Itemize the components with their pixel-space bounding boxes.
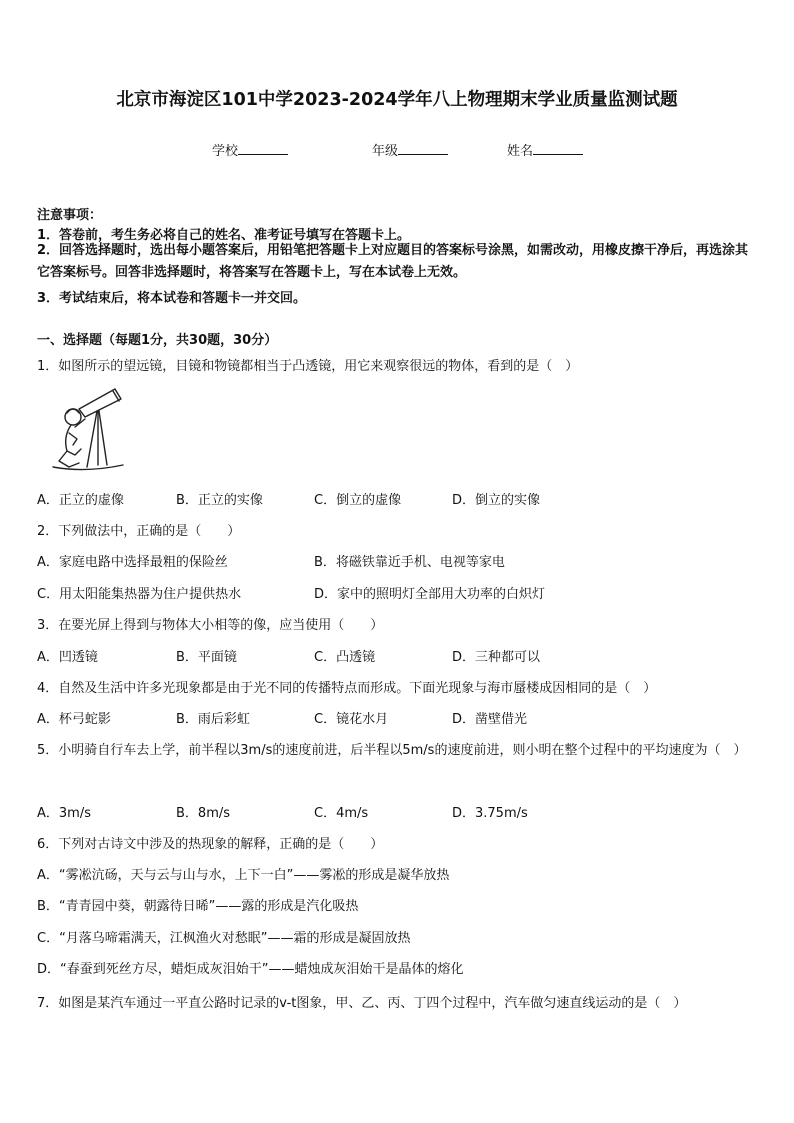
section-heading: 一、选择题（每题1分，共30题，30分） (37, 333, 278, 348)
option-c: C．倒立的虚像 (314, 493, 402, 508)
option-b: B．“青青园中葵，朝露待日晞”——露的形成是汽化吸热 (37, 899, 359, 914)
question-stem: 6．下列对古诗文中涉及的热现象的解释，正确的是（ ） (37, 837, 384, 852)
notes-heading: 注意事项： (37, 208, 103, 223)
option-c: C．凸透镜 (314, 650, 376, 665)
question-stem: 1．如图所示的望远镜，目镜和物镜都相当于凸透镜，用它来观察很远的物体，看到的是（ ） (37, 359, 579, 374)
question-stem: 3．在要光屏上得到与物体大小相等的像，应当使用（ ） (37, 618, 384, 633)
note-item: 3．考试结束后，将本试卷和答题卡一并交回。 (37, 291, 307, 306)
grade-field (372, 140, 448, 159)
name-blank (533, 142, 583, 155)
option-d: D．家中的照明灯全部用大功率的白炽灯 (314, 587, 546, 602)
option-d: D．“春蚕到死丝方尽，蜡炬成灰泪始干”——蜡烛成灰泪始干是晶体的熔化 (37, 962, 464, 977)
grade-blank (398, 142, 448, 155)
school-label: 学校 (212, 144, 239, 159)
option-d: D．凿壁借光 (452, 712, 528, 727)
name-field (507, 140, 583, 159)
option-c: C．“月落乌啼霜满天，江枫渔火对愁眠”——霜的形成是凝固放热 (37, 931, 411, 946)
option-a: A．正立的虚像 (37, 493, 124, 508)
option-b: B．平面镜 (176, 650, 237, 665)
option-a: A．3m/s (37, 806, 91, 821)
option-b: B．正立的实像 (176, 493, 263, 508)
question-stem: 7．如图是某汽车通过一平直公路时记录的v-t图象，甲、乙、丙、丁四个过程中，汽车做匀速直线运动的是（ ） (37, 996, 687, 1011)
question-stem: 2．下列做法中，正确的是（ ） (37, 524, 241, 539)
option-c: C．用太阳能集热器为住户提供热水 (37, 587, 242, 602)
option-c: C．4m/s (314, 806, 369, 821)
note-item: 2．回答选择题时，选出每小题答案后，用铅笔把答题卡上对应题目的答案标号涂黑，如需改动，用橡皮擦干净后，再选涂其它答案标号。回答非选择题时，将答案写在答题卡上，写在本试卷上无效。 (37, 243, 749, 280)
page-title: 北京市海淀区101中学2023-2024学年八上物理期末学业质量监测试题 (116, 90, 678, 110)
option-a: A．家庭电路中选择最粗的保险丝 (37, 555, 228, 570)
option-d: D．倒立的实像 (452, 493, 541, 508)
option-b: B．雨后彩虹 (176, 712, 250, 727)
option-a: A．“雾凇沆砀，天与云与山与水，上下一白”——雾凇的形成是凝华放热 (37, 868, 450, 883)
question-stem: 4．自然及生活中许多光现象都是由于光不同的传播特点而形成。下面光现象与海市蜃楼成因相同的是（ ） (37, 681, 657, 696)
telescope-figure (45, 383, 129, 475)
school-blank (238, 142, 288, 155)
option-a: A．凹透镜 (37, 650, 98, 665)
school-field (212, 140, 288, 159)
note-item: 1．答卷前，考生务必将自己的姓名、准考证号填写在答题卡上。 (37, 228, 411, 243)
option-d: D．三种都可以 (452, 650, 541, 665)
name-label: 姓名 (507, 144, 534, 159)
option-d: D．3.75m/s (452, 806, 528, 821)
option-a: A．杯弓蛇影 (37, 712, 111, 727)
question-stem: 5．小明骑自行车去上学，前半程以3m/s的速度前进，后半程以5m/s的速度前进，则小明在整个过程中的平均速度为（ ） (37, 743, 747, 758)
option-c: C．镜花水月 (314, 712, 389, 727)
option-b: B．8m/s (176, 806, 231, 821)
option-b: B．将磁铁靠近手机、电视等家电 (314, 555, 505, 570)
grade-label: 年级 (372, 144, 399, 159)
